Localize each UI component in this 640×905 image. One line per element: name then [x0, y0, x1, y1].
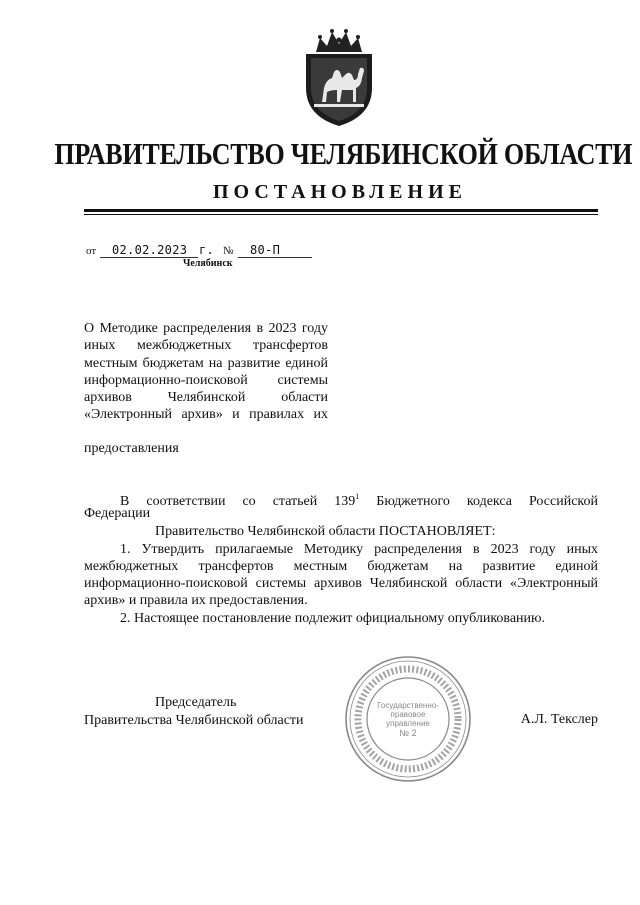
stamp-text-4: № 2	[399, 728, 417, 738]
document-subject: О Методике распределения в 2023 году иных межбюджетных трансфертов местным бюджетам на развитие единой информационно-поисковой системы архивов Челябинской области «Электронный архив» и правилах их	[84, 321, 328, 423]
signatory-position-line2: Правительства Челябинской области	[84, 713, 304, 728]
date-label: от	[86, 245, 97, 257]
signatory-position-line1: Председатель	[155, 695, 237, 710]
stamp-text-2: правовое	[390, 710, 426, 719]
date-value: 02.02.2023	[112, 243, 188, 257]
stamp-text-3: управление	[386, 719, 430, 728]
place-of-issue: Челябинск	[183, 258, 233, 269]
document-subject-end: предоставления	[84, 441, 179, 456]
header-divider-thin	[84, 214, 598, 215]
resolve-line: Правительство Челябинской области ПОСТАНОВЛЯЕТ:	[155, 524, 496, 539]
preamble-end: Федерации	[84, 506, 151, 521]
year-suffix: г.	[199, 243, 215, 257]
signatory-position	[84, 694, 324, 730]
official-stamp-seal	[343, 654, 473, 784]
date-number-line	[86, 236, 326, 260]
header-divider-thick	[84, 209, 598, 212]
item-1: 1. Утвердить прилагаемые Методику распределения в 2023 году иных межбюджетных трансфертов местным бюджетам на развитие единой информационно-поисковой системы архивов Челябинской области «Электронный архив» и правила их предоставления.	[84, 542, 598, 608]
coat-of-arms-emblem	[296, 28, 382, 128]
stamp-text-1: Государственно-	[377, 701, 439, 710]
preamble-paragraph: В соответствии со статьей $139^1$ Бюджетного кодекса Российской	[120, 492, 598, 509]
item-2: 2. Настоящее постановление подлежит официальному опубликованию.	[120, 611, 545, 626]
document-number: 80-П	[250, 243, 281, 257]
number-label: №	[223, 245, 234, 257]
government-title: ПРАВИТЕЛЬСТВО ЧЕЛЯБИНСКОЙ ОБЛАСТИ	[54, 136, 633, 171]
signatory-name: А.Л. Текслер	[520, 712, 598, 727]
document-type: ПОСТАНОВЛЕНИЕ	[213, 181, 467, 203]
number-underline	[238, 257, 312, 258]
superscript-index: 1	[355, 492, 360, 501]
